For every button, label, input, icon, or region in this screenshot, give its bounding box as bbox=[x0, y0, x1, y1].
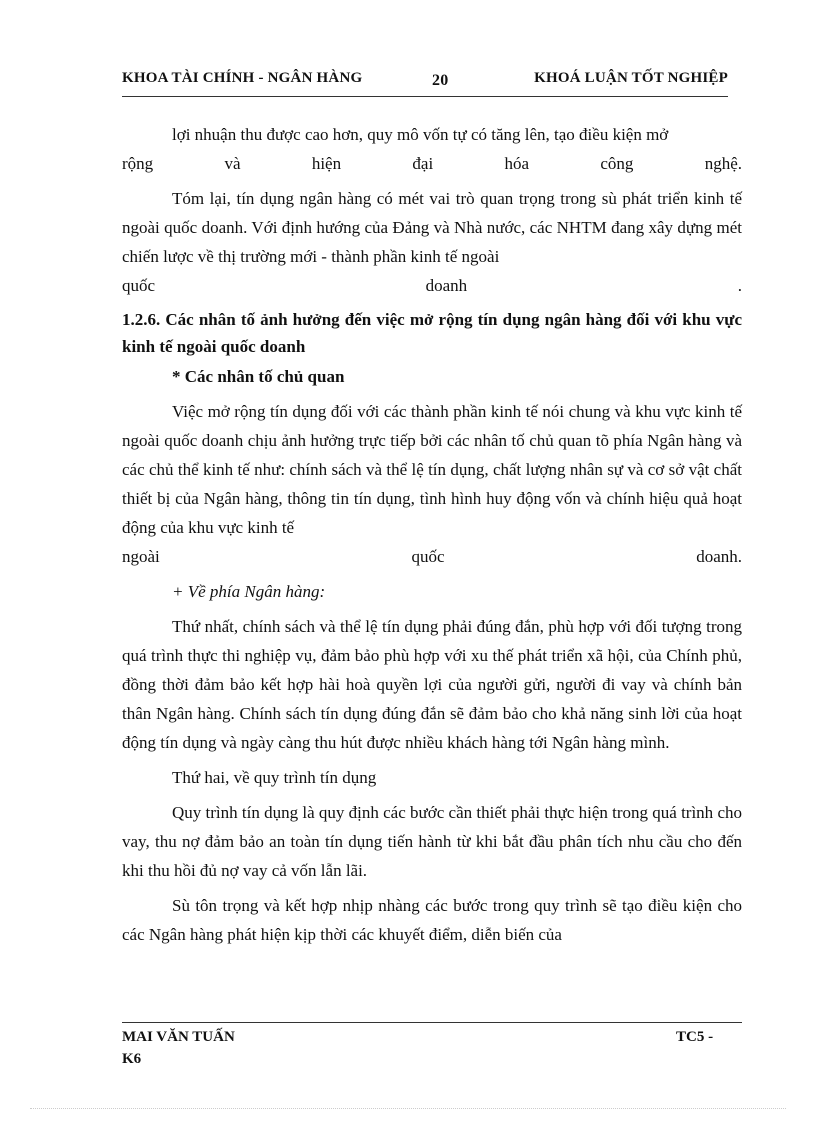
subheading-subjective-factors: * Các nhân tố chủ quan bbox=[172, 367, 345, 386]
footer-course: K6 bbox=[122, 1051, 142, 1067]
header-rule bbox=[122, 96, 728, 97]
header-faculty: KHOA TÀI CHÍNH - NGÂN HÀNG bbox=[122, 70, 363, 86]
paragraph-3: Việc mở rộng tín dụng đối với các thành phần kinh tế nói chung và khu vực kinh tế ngoài quốc doanh chịu ảnh hưởng trực tiếp bởi các nhân tố chủ quan tõ phía Ngân hàng và các chủ thể kinh tế như: chính sách và thể lệ tín dụng, chất lượng nhân sự và cơ sở vật chất thiết bị của Ngân hàng, thông tin tín dụng, tình hình huy động vốn và chính hiệu quả hoạt động của khu vực kinh tế bbox=[122, 402, 742, 537]
italic-heading-bank-side: + Về phía Ngân hàng: bbox=[172, 582, 326, 601]
footer-rule bbox=[122, 1022, 742, 1023]
page-header bbox=[122, 70, 742, 90]
page-footer bbox=[122, 1026, 742, 1070]
paragraph-4: Thứ nhất, chính sách và thể lệ tín dụng phải đúng đắn, phù hợp với đối tượng trong quá trình thực thi nghiệp vụ, đảm bảo phù hợp với xu thế phát triển xã hội, của Chính phủ, đồng thời đảm bảo kết hợp hài hoà quyền lợi của người gửi, người đi vay và chính bản thân Ngân hàng. Chính sách tín dụng đúng đắn sẽ đảm bảo cho khả năng sinh lời của hoạt động tín dụng và ngày càng thu hút được nhiều khách hàng tới Ngân hàng mình. bbox=[122, 617, 742, 752]
paragraph-6: Quy trình tín dụng là quy định các bước cần thiết phải thực hiện trong quá trình cho vay, thu nợ đảm bảo an toàn tín dụng tiến hành từ khi bắt đầu phân tích nhu cầu cho đến khi thu hồi đủ nợ vay cả vốn lẫn lãi. bbox=[122, 803, 742, 880]
footer-author: MAI VĂN TUẤN bbox=[122, 1029, 235, 1045]
section-heading: 1.2.6. Các nhân tố ảnh hưởng đến việc mở rộng tín dụng ngân hàng đối với khu vực kinh tế ngoài quốc doanh bbox=[122, 310, 742, 356]
paragraph-2-last-line: quốc doanh . bbox=[122, 276, 742, 295]
paragraph-3-last-line: ngoài quốc doanh. bbox=[122, 547, 742, 566]
paragraph-5: Thứ hai, về quy trình tín dụng bbox=[172, 768, 377, 787]
paragraph-1-line-1: lợi nhuận thu được cao hơn, quy mô vốn tự có tăng lên, tạo điều kiện mở bbox=[172, 125, 669, 144]
page-number: 20 bbox=[432, 72, 449, 89]
paragraph-1-line-2: rộng và hiện đại hóa công nghệ. bbox=[122, 154, 742, 173]
page-edge-dotted-line bbox=[30, 1108, 786, 1109]
paragraph-2: Tóm lại, tín dụng ngân hàng có mét vai trò quan trọng trong sù phát triển kinh tế ngoài quốc doanh. Với định hướng của Đảng và Nhà nước, các NHTM đang xây dựng mét chiến lược về thị trường mới - thành phần kinh tế ngoài bbox=[122, 189, 742, 266]
paragraph-7: Sù tôn trọng và kết hợp nhịp nhàng các bước trong quy trình sẽ tạo điều kiện cho các Ngân hàng phát hiện kịp thời các khuyết điểm, diễn biến của bbox=[122, 896, 742, 944]
footer-class-code: TC5 - bbox=[676, 1029, 714, 1045]
header-thesis-title: KHOÁ LUẬN TỐT NGHIỆP bbox=[534, 70, 728, 86]
page-body bbox=[122, 120, 742, 949]
